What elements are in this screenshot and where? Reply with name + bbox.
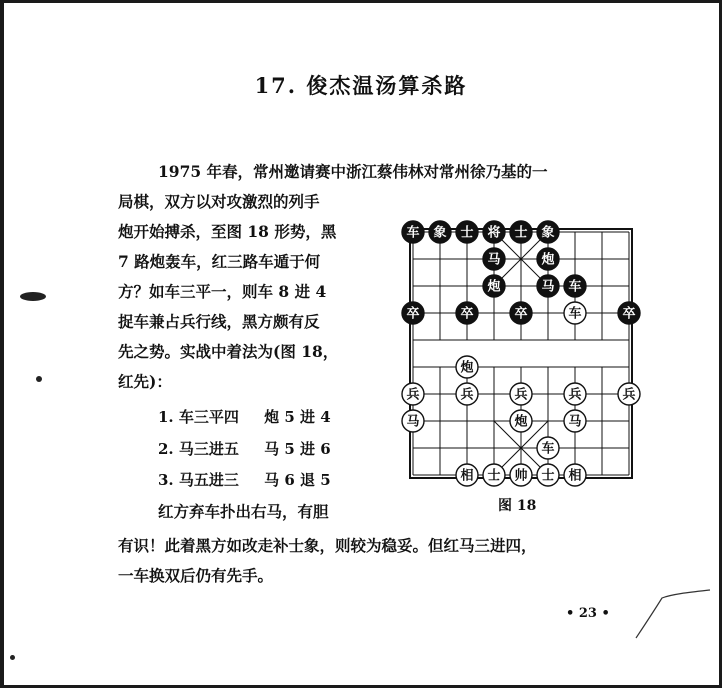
piece-label: 将: [487, 225, 501, 241]
piece-label: 士: [514, 225, 528, 241]
piece-label: 士: [460, 225, 474, 241]
piece-label: 兵: [406, 387, 420, 403]
red-piece: [564, 410, 586, 432]
red-piece: [402, 410, 424, 432]
move-red: 车三平四: [178, 408, 239, 426]
piece-label: 炮: [460, 360, 474, 376]
red-piece: [537, 437, 559, 459]
piece-label: 士: [541, 468, 555, 484]
piece-label: 兵: [514, 387, 528, 403]
piece-label: 马: [487, 252, 501, 268]
piece-label: 炮: [541, 252, 555, 268]
move-black: 马 5 进 6: [264, 440, 331, 458]
black-piece: [402, 221, 424, 243]
piece-label: 相: [568, 468, 582, 484]
section-title: 17. 俊杰温汤算杀路: [254, 73, 468, 98]
scan-edge-left: [0, 0, 4, 688]
black-piece: [618, 302, 640, 324]
move-red: 马三进五: [178, 440, 239, 458]
black-piece: [483, 221, 505, 243]
page-number: • 23 •: [566, 606, 610, 621]
piece-label: 马: [406, 414, 420, 430]
scan-speck: [10, 655, 15, 660]
move-number: 3.: [158, 471, 174, 489]
move-number: 2.: [158, 440, 174, 458]
paragraph-line: 捉车兼占兵行线，黑方颇有反: [118, 312, 320, 331]
paragraph-line: 局棋，双方以对攻激烈的列手: [118, 192, 320, 211]
paragraph-line: 先之势。实战中着法为(图 18，: [118, 342, 339, 361]
red-piece: [483, 464, 505, 486]
red-piece: [564, 302, 586, 324]
red-piece: [510, 410, 532, 432]
black-piece: [510, 221, 532, 243]
comment-line: 有识！此着黑方如改走补士象，则较为稳妥。但红马三进四，: [118, 536, 537, 555]
piece-label: 卒: [622, 306, 636, 322]
move-black: 炮 5 进 4: [264, 408, 331, 426]
scan-smudge: [20, 292, 46, 301]
red-piece: [618, 383, 640, 405]
comment-line: 一车换双后仍有先手。: [118, 566, 274, 585]
xiangqi-board: [395, 215, 650, 495]
paragraph-line: 红先)：: [118, 372, 172, 391]
piece-label: 炮: [514, 414, 528, 430]
paragraph-line: 1975 年春，常州邀请赛中浙江蔡伟林对常州徐乃基的一: [158, 162, 548, 181]
black-piece: [564, 275, 586, 297]
black-piece: [483, 248, 505, 270]
red-piece: [456, 383, 478, 405]
piece-label: 车: [568, 306, 582, 322]
black-piece: [402, 302, 424, 324]
piece-label: 卒: [460, 306, 474, 322]
figure-caption: 图 18: [498, 498, 537, 514]
move-number: 1.: [158, 408, 174, 426]
move-black: 马 6 退 5: [264, 471, 331, 489]
paragraph-line: 炮开始搏杀，至图 18 形势，黑: [118, 222, 337, 241]
piece-label: 兵: [622, 387, 636, 403]
move-line: [158, 406, 331, 427]
piece-label: 象: [433, 225, 447, 241]
black-piece: [456, 302, 478, 324]
move-red: 马五进三: [178, 471, 239, 489]
scan-scratch: [632, 584, 712, 644]
paragraph-line: 方？如车三平一，则车 8 进 4: [118, 282, 327, 301]
piece-label: 象: [541, 225, 555, 241]
black-piece: [456, 221, 478, 243]
piece-label: 炮: [487, 279, 501, 295]
red-piece: [564, 464, 586, 486]
red-piece: [537, 464, 559, 486]
piece-label: 卒: [514, 306, 528, 322]
piece-label: 兵: [460, 387, 474, 403]
red-piece: [402, 383, 424, 405]
red-piece: [564, 383, 586, 405]
move-line: [158, 438, 331, 459]
move-line: [158, 469, 331, 490]
piece-label: 卒: [406, 306, 420, 322]
piece-label: 车: [406, 225, 420, 241]
scan-edge-top: [0, 0, 722, 3]
paragraph-line: 7 路炮轰车，红三路车遁于何: [118, 252, 321, 271]
black-piece: [537, 275, 559, 297]
black-piece: [537, 221, 559, 243]
piece-label: 帅: [514, 468, 528, 484]
piece-label: 车: [568, 279, 582, 295]
scan-speck: [36, 376, 42, 382]
piece-label: 兵: [568, 387, 582, 403]
piece-label: 相: [460, 468, 474, 484]
black-piece: [483, 275, 505, 297]
red-piece: [456, 464, 478, 486]
black-piece: [537, 248, 559, 270]
red-piece: [456, 356, 478, 378]
comment-line: 红方弃车扑出右马，有胆: [158, 502, 329, 521]
piece-label: 马: [568, 414, 582, 430]
red-piece: [510, 383, 532, 405]
red-piece: [510, 464, 532, 486]
piece-label: 车: [541, 441, 555, 457]
black-piece: [510, 302, 532, 324]
piece-label: 士: [487, 468, 501, 484]
piece-label: 马: [541, 279, 555, 295]
black-piece: [429, 221, 451, 243]
